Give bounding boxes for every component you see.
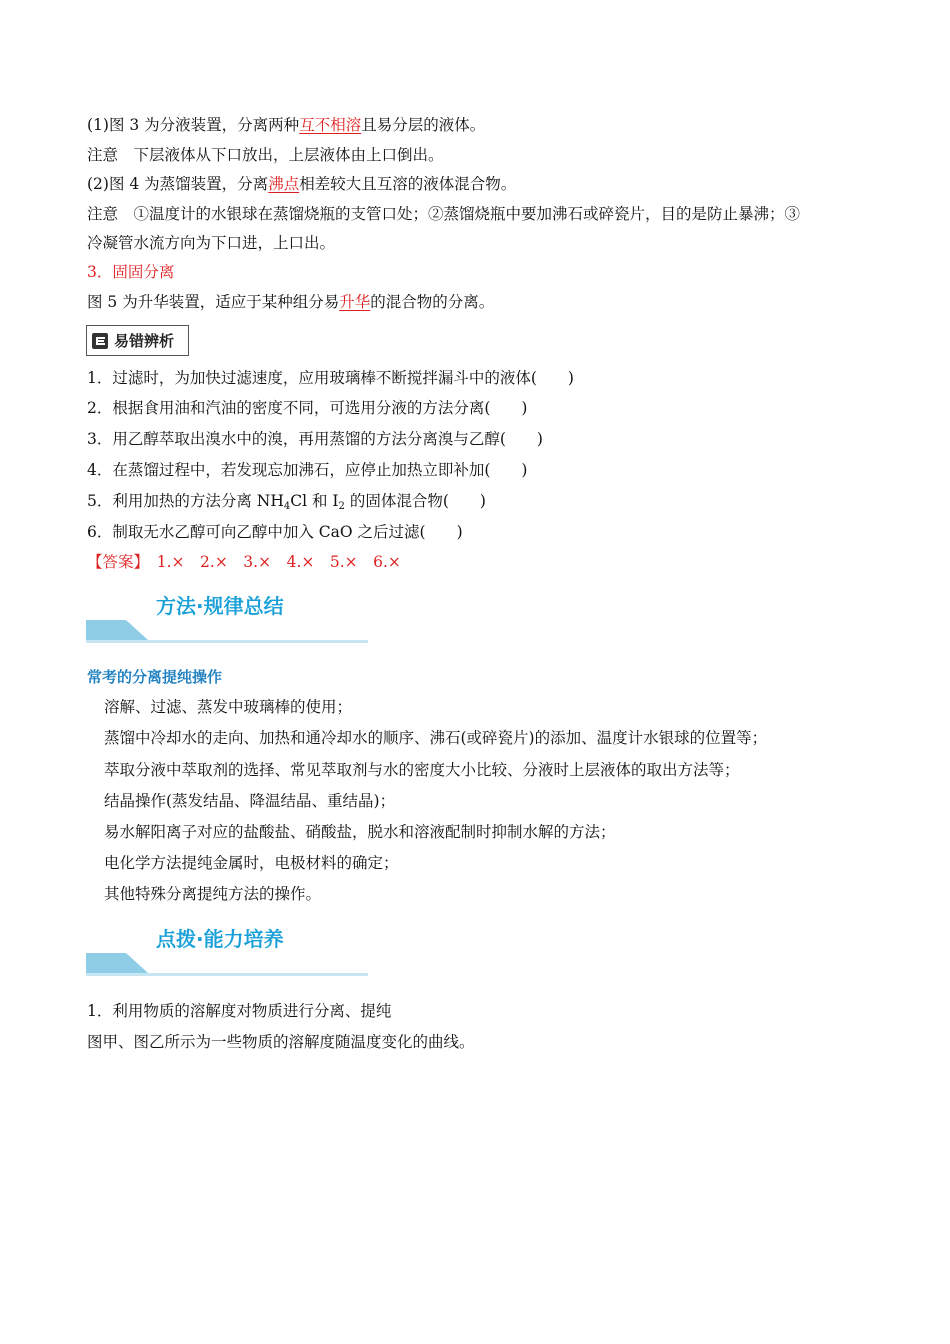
question-5	[87, 490, 486, 512]
method-item-4: 结晶操作(蒸发结晶、降温结晶、重结晶)；	[104, 792, 396, 810]
method-item-7: 其他特殊分离提纯方法的操作。	[104, 885, 322, 903]
paragraph-sublimation	[87, 291, 494, 313]
text: 的固体混合物( )	[344, 492, 486, 510]
error-analysis-badge	[86, 325, 189, 356]
text: 的混合物的分离。	[370, 293, 495, 311]
method-item-6: 电化学方法提纯金属时，电极材料的确定；	[104, 854, 399, 872]
method-item-2: 蒸馏中冷却水的走向、加热和通冷却水的顺序、沸石(或碎瓷片)的添加、温度计水银球的位置等；	[104, 729, 768, 747]
note-separatory: 注意 下层液体从下口放出，上层液体由上口倒出。	[87, 146, 444, 164]
badge-label: 易错辨析	[114, 332, 175, 350]
text: (1)图 3 为分液装置，分离两种	[87, 116, 300, 134]
question-1: 1．过滤时，为加快过滤速度，应用玻璃棒不断搅拌漏斗中的液体( )	[87, 369, 574, 387]
subscript: 2	[338, 501, 345, 512]
note-distillation-line2: 冷凝管水流方向为下口进，上口出。	[87, 234, 336, 252]
section-banner-shape	[86, 620, 368, 644]
ability-paragraph-1: 1．利用物质的溶解度对物质进行分离、提纯	[87, 1002, 392, 1020]
ability-paragraph-2: 图甲、图乙所示为一些物质的溶解度随温度变化的曲线。	[87, 1033, 475, 1051]
text: Cl 和 I	[290, 492, 339, 510]
section-header-ability	[86, 923, 368, 983]
method-item-5: 易水解阳离子对应的盐酸盐、硝酸盐，脱水和溶液配制时抑制水解的方法；	[104, 823, 616, 841]
text: (2)图 4 为蒸馏装置，分离	[87, 175, 269, 193]
heading-solid-separation: 3．固固分离	[87, 263, 175, 281]
answer-key: 【答案】 1.× 2.× 3.× 4.× 5.× 6.×	[87, 553, 401, 571]
subscript: 4	[283, 501, 291, 512]
subsection-title: 常考的分离提纯操作	[87, 668, 223, 686]
question-6: 6．制取无水乙醇可向乙醇中加入 CaO 之后过滤( )	[87, 523, 463, 541]
question-4: 4．在蒸馏过程中，若发现忘加沸石，应停止加热立即补加( )	[87, 461, 528, 479]
keyword-sublimation: 升华	[339, 293, 371, 311]
method-item-3: 萃取分液中萃取剂的选择、常见萃取剂与水的密度大小比较、分液时上层液体的取出方法等；	[104, 761, 740, 779]
text: 图 5 为升华装置，适应于某种组分易	[87, 293, 340, 311]
paragraph-distillation	[87, 173, 516, 195]
section-banner-shape	[86, 953, 368, 977]
method-item-1: 溶解、过滤、蒸发中玻璃棒的使用；	[104, 698, 353, 716]
text: 且易分层的液体。	[361, 116, 486, 134]
question-3: 3．用乙醇萃取出溴水中的溴，再用蒸馏的方法分离溴与乙醇( )	[87, 430, 543, 448]
paragraph-separatory	[87, 114, 485, 136]
section-title: 方法·规律总结	[156, 594, 284, 618]
section-header-method	[86, 590, 368, 650]
e-icon	[92, 333, 108, 349]
text: 相差较大且互溶的液体混合物。	[299, 175, 517, 193]
question-2: 2．根据食用油和汽油的密度不同，可选用分液的方法分离( )	[87, 399, 528, 417]
keyword-immiscible: 互不相溶	[299, 116, 362, 134]
note-distillation-line1: 注意 ①温度计的水银球在蒸馏烧瓶的支管口处；②蒸馏烧瓶中要加沸石或碎瓷片，目的是防止暴沸；③	[87, 205, 801, 223]
text: 5．利用加热的方法分离 NH	[87, 492, 284, 510]
section-title: 点拨·能力培养	[156, 927, 284, 951]
keyword-boiling-point: 沸点	[268, 175, 300, 193]
